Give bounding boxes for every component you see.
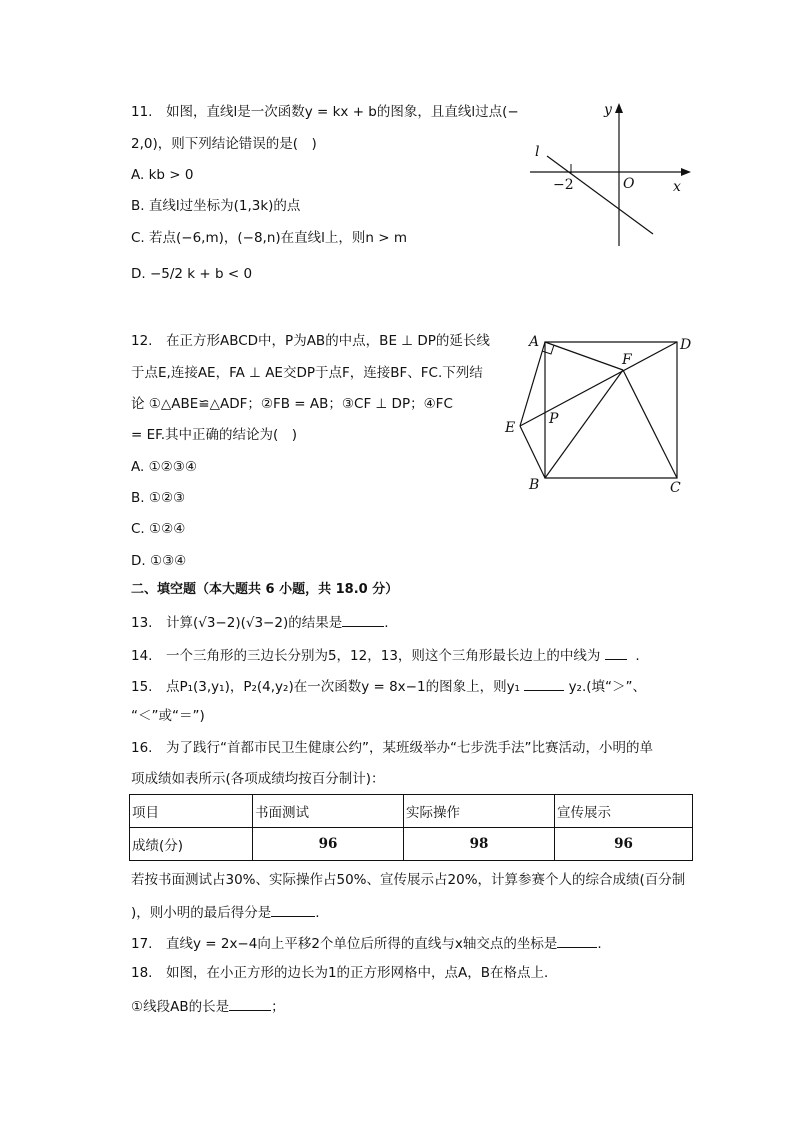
q17	[131, 933, 602, 953]
q15-line2: “＜”或“＝”)	[131, 708, 205, 724]
line-l-label: l	[535, 144, 540, 160]
q12-stem-line1: 12. 在正方形ABCD中，P为AB的中点，BE ⊥ DP的延长线	[131, 333, 490, 349]
q12-option-a[interactable]: A. ①②③④	[131, 459, 197, 475]
y-axis-label: y	[604, 102, 612, 118]
q14-answer-blank[interactable]	[605, 645, 627, 660]
q15-text: 15. 点P₁(3,y₁)，P₂(4,y₂)在一次函数y = 8x−1的图象上，则y₁	[131, 679, 520, 695]
q11-coordinate-figure	[525, 98, 695, 248]
q16-answer-blank[interactable]	[271, 902, 315, 917]
square-abcd	[545, 342, 677, 478]
q12-option-d[interactable]: D. ①③④	[131, 553, 187, 569]
label-e: E	[505, 420, 516, 436]
q13	[131, 612, 389, 632]
q18-text: ①线段AB的长是	[131, 999, 230, 1015]
q12-stem-line2: 于点E,连接AE，FA ⊥ AE交DP于点F，连接BF、FC.下列结	[131, 365, 483, 381]
q14-text: 14. 一个三角形的三边长分别为5，12，13，则这个三角形最长边上的中线为	[131, 648, 601, 664]
table-header-cell: 书面测试	[253, 795, 404, 828]
q15	[131, 676, 646, 696]
segment-be	[520, 426, 545, 478]
q13-answer-blank[interactable]	[342, 612, 384, 627]
q16-line2: 项成绩如表所示(各项成绩均按百分制计)：	[131, 771, 385, 787]
q11-stem-line1: 11. 如图，直线l是一次函数y = kx + b的图象，且直线l过点(−	[131, 104, 519, 120]
line-l	[547, 156, 653, 234]
x-axis-label: x	[673, 179, 681, 195]
q16-after-line1: 若按书面测试占30%、实际操作占50%、宣传展示占20%，计算参赛个人的综合成绩(百分制	[131, 872, 686, 888]
q18-line2	[131, 996, 285, 1016]
table-header-row	[130, 795, 693, 828]
segment-af	[545, 342, 623, 370]
q17-suffix: .	[597, 936, 602, 952]
table-header-cell: 实际操作	[404, 795, 555, 828]
q12-option-c[interactable]: C. ①②④	[131, 521, 186, 537]
table-cell: 98	[404, 828, 555, 861]
table-cell: 96	[555, 828, 693, 861]
segment-cf	[623, 370, 677, 478]
q11-stem-line2: 2,0)，则下列结论错误的是( )	[131, 136, 317, 152]
table-cell: 96	[253, 828, 404, 861]
q16-suffix: .	[315, 905, 320, 921]
segment-ae	[520, 342, 545, 426]
q11-option-d[interactable]: D. −5/2 k + b < 0	[131, 266, 253, 282]
q16-line1: 16. 为了践行“首都市民卫生健康公约”，某班级举办“七步洗手法”比赛活动，小明的单	[131, 740, 653, 756]
label-f: F	[622, 352, 632, 368]
label-d: D	[680, 337, 692, 353]
q11-option-a[interactable]: A. kb > 0	[131, 167, 194, 183]
label-c: C	[670, 480, 681, 496]
tick-label: −2	[553, 177, 574, 193]
q12-stem-line4: = EF.其中正确的结论为( )	[131, 427, 298, 443]
score-table	[129, 794, 693, 861]
y-axis-arrow	[615, 103, 623, 113]
label-p: P	[549, 411, 559, 427]
x-axis-arrow	[681, 168, 691, 176]
q13-suffix: .	[384, 615, 389, 631]
table-header-cell: 项目	[130, 795, 253, 828]
q15-suffix: y₂.(填“＞”、	[568, 679, 647, 695]
q12-square-figure	[498, 332, 698, 497]
q18-line1: 18. 如图，在小正方形的边长为1的正方形网格中，点A，B在格点上．	[131, 965, 558, 981]
origin-label: O	[623, 176, 635, 192]
label-a: A	[529, 334, 540, 350]
q15-answer-blank[interactable]	[524, 676, 564, 691]
section-heading: 二、填空题（本大题共 6 小题，共 18.0 分）	[131, 582, 399, 597]
label-b: B	[529, 477, 540, 493]
table-header-cell: 宣传展示	[555, 795, 693, 828]
table-row	[130, 828, 693, 861]
table-cell: 成绩(分)	[130, 828, 253, 861]
q16-after-text: )，则小明的最后得分是	[131, 905, 272, 921]
q14	[131, 645, 640, 665]
q14-suffix: .	[635, 648, 640, 664]
q13-text: 13. 计算(√3−2)(√3−2)的结果是	[131, 615, 343, 631]
q11-option-b[interactable]: B. 直线l过坐标为(1,3k)的点	[131, 198, 301, 214]
segment-ed	[520, 342, 677, 426]
q17-text: 17. 直线y = 2x−4向上平移2个单位后所得的直线与x轴交点的坐标是	[131, 936, 558, 952]
q18-suffix: ；	[271, 999, 285, 1015]
q18-answer-blank[interactable]	[229, 996, 271, 1011]
q11-option-c[interactable]: C. 若点(−6,m)，(−8,n)在直线l上，则n > m	[131, 230, 408, 246]
q12-option-b[interactable]: B. ①②③	[131, 490, 186, 506]
q12-stem-line3: 论 ①△ABE≌△ADF；②FB = AB；③CF ⊥ DP；④FC	[131, 396, 453, 412]
q17-answer-blank[interactable]	[557, 933, 597, 948]
q16-after-line2	[131, 902, 320, 922]
